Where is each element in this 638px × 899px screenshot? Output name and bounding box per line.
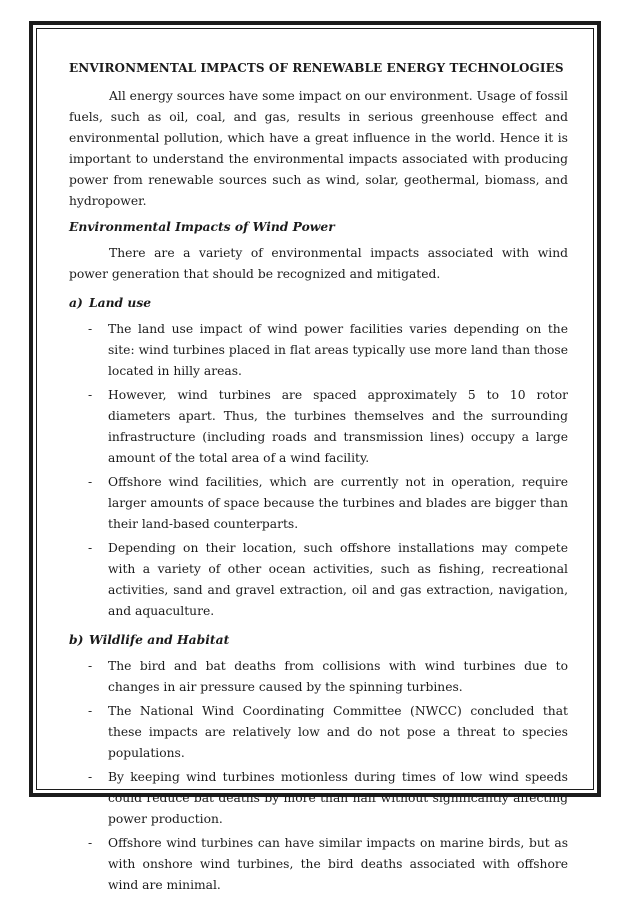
intro-paragraph: All energy sources have some impact on our environment. Usage of fossil fuels, such as oil, coal, and gas, results in serious greenhouse effect and environmental pollution, which have a great influence in the world. Hence it is important to understand the environmental impacts associated with producing power from renewable sources such as wind, solar, geothermal, biomass, and hydropower. xyxy=(69,89,568,208)
bullet-dash: - xyxy=(88,475,93,489)
list-item xyxy=(69,472,568,535)
bullet-dash: - xyxy=(88,388,93,402)
list-item-text: However, wind turbines are spaced approximately 5 to 10 rotor diameters apart. Thus, the turbines themselves and the surrounding infrastructure (including roads and transmission lines) occupy a large amount of the total area of a wind facility. xyxy=(108,388,568,465)
bullet-dash: - xyxy=(88,836,93,850)
bullet-dash: - xyxy=(88,659,93,673)
section-intro-paragraph: There are a variety of environmental impacts associated with wind power generation that should be recognized and mitigated. xyxy=(69,246,568,281)
list-item-text: Offshore wind facilities, which are currently not in operation, require larger amounts of space because the turbines and blades are bigger than their land-based counterparts. xyxy=(108,475,568,531)
bullet-dash: - xyxy=(88,770,93,784)
subsection-marker: a) xyxy=(69,295,83,310)
subsection-heading-wildlife xyxy=(69,629,568,650)
list-item-text: Depending on their location, such offshore installations may compete with a variety of other ocean activities, such as fishing, recreational activities, sand and gravel extraction, oil and gas extraction, navigation, and aquaculture. xyxy=(108,541,568,618)
list-item xyxy=(69,538,568,622)
bullet-dash: - xyxy=(88,704,93,718)
bullet-dash: - xyxy=(88,322,93,336)
list-item xyxy=(69,385,568,469)
subsection-title: Land use xyxy=(89,295,152,310)
list-item-text: The land use impact of wind power facilities varies depending on the site: wind turbines placed in flat areas typically use more land than those located in hilly areas. xyxy=(108,322,568,378)
document-title: ENVIRONMENTAL IMPACTS OF RENEWABLE ENERGY TECHNOLOGIES xyxy=(69,61,564,75)
land-use-bullet-list xyxy=(69,319,568,622)
subsection-title: Wildlife and Habitat xyxy=(89,632,230,647)
subsection-marker: b) xyxy=(69,632,84,647)
list-item xyxy=(69,656,568,698)
bullet-dash: - xyxy=(88,541,93,555)
section-heading: Environmental Impacts of Wind Power xyxy=(69,219,335,234)
list-item-text: The bird and bat deaths from collisions with wind turbines due to changes in air pressure caused by the spinning turbines. xyxy=(108,659,568,694)
list-item-text: The National Wind Coordinating Committee (NWCC) concluded that these impacts are relatively low and do not pose a threat to species populations. xyxy=(108,704,568,760)
list-item-text: Offshore wind turbines can have similar impacts on marine birds, but as with onshore wind turbines, the bird deaths associated with offshore wind are minimal. xyxy=(108,836,568,892)
subsection-heading-land-use xyxy=(69,292,568,313)
list-item xyxy=(69,701,568,764)
list-item xyxy=(69,319,568,382)
wildlife-bullet-list xyxy=(69,656,568,896)
list-item-text: By keeping wind turbines motionless during times of low wind speeds could reduce bat deaths by more than half without significantly affecting power production. xyxy=(108,770,568,826)
list-item xyxy=(69,767,568,830)
list-item xyxy=(69,833,568,896)
document-body xyxy=(69,58,568,899)
